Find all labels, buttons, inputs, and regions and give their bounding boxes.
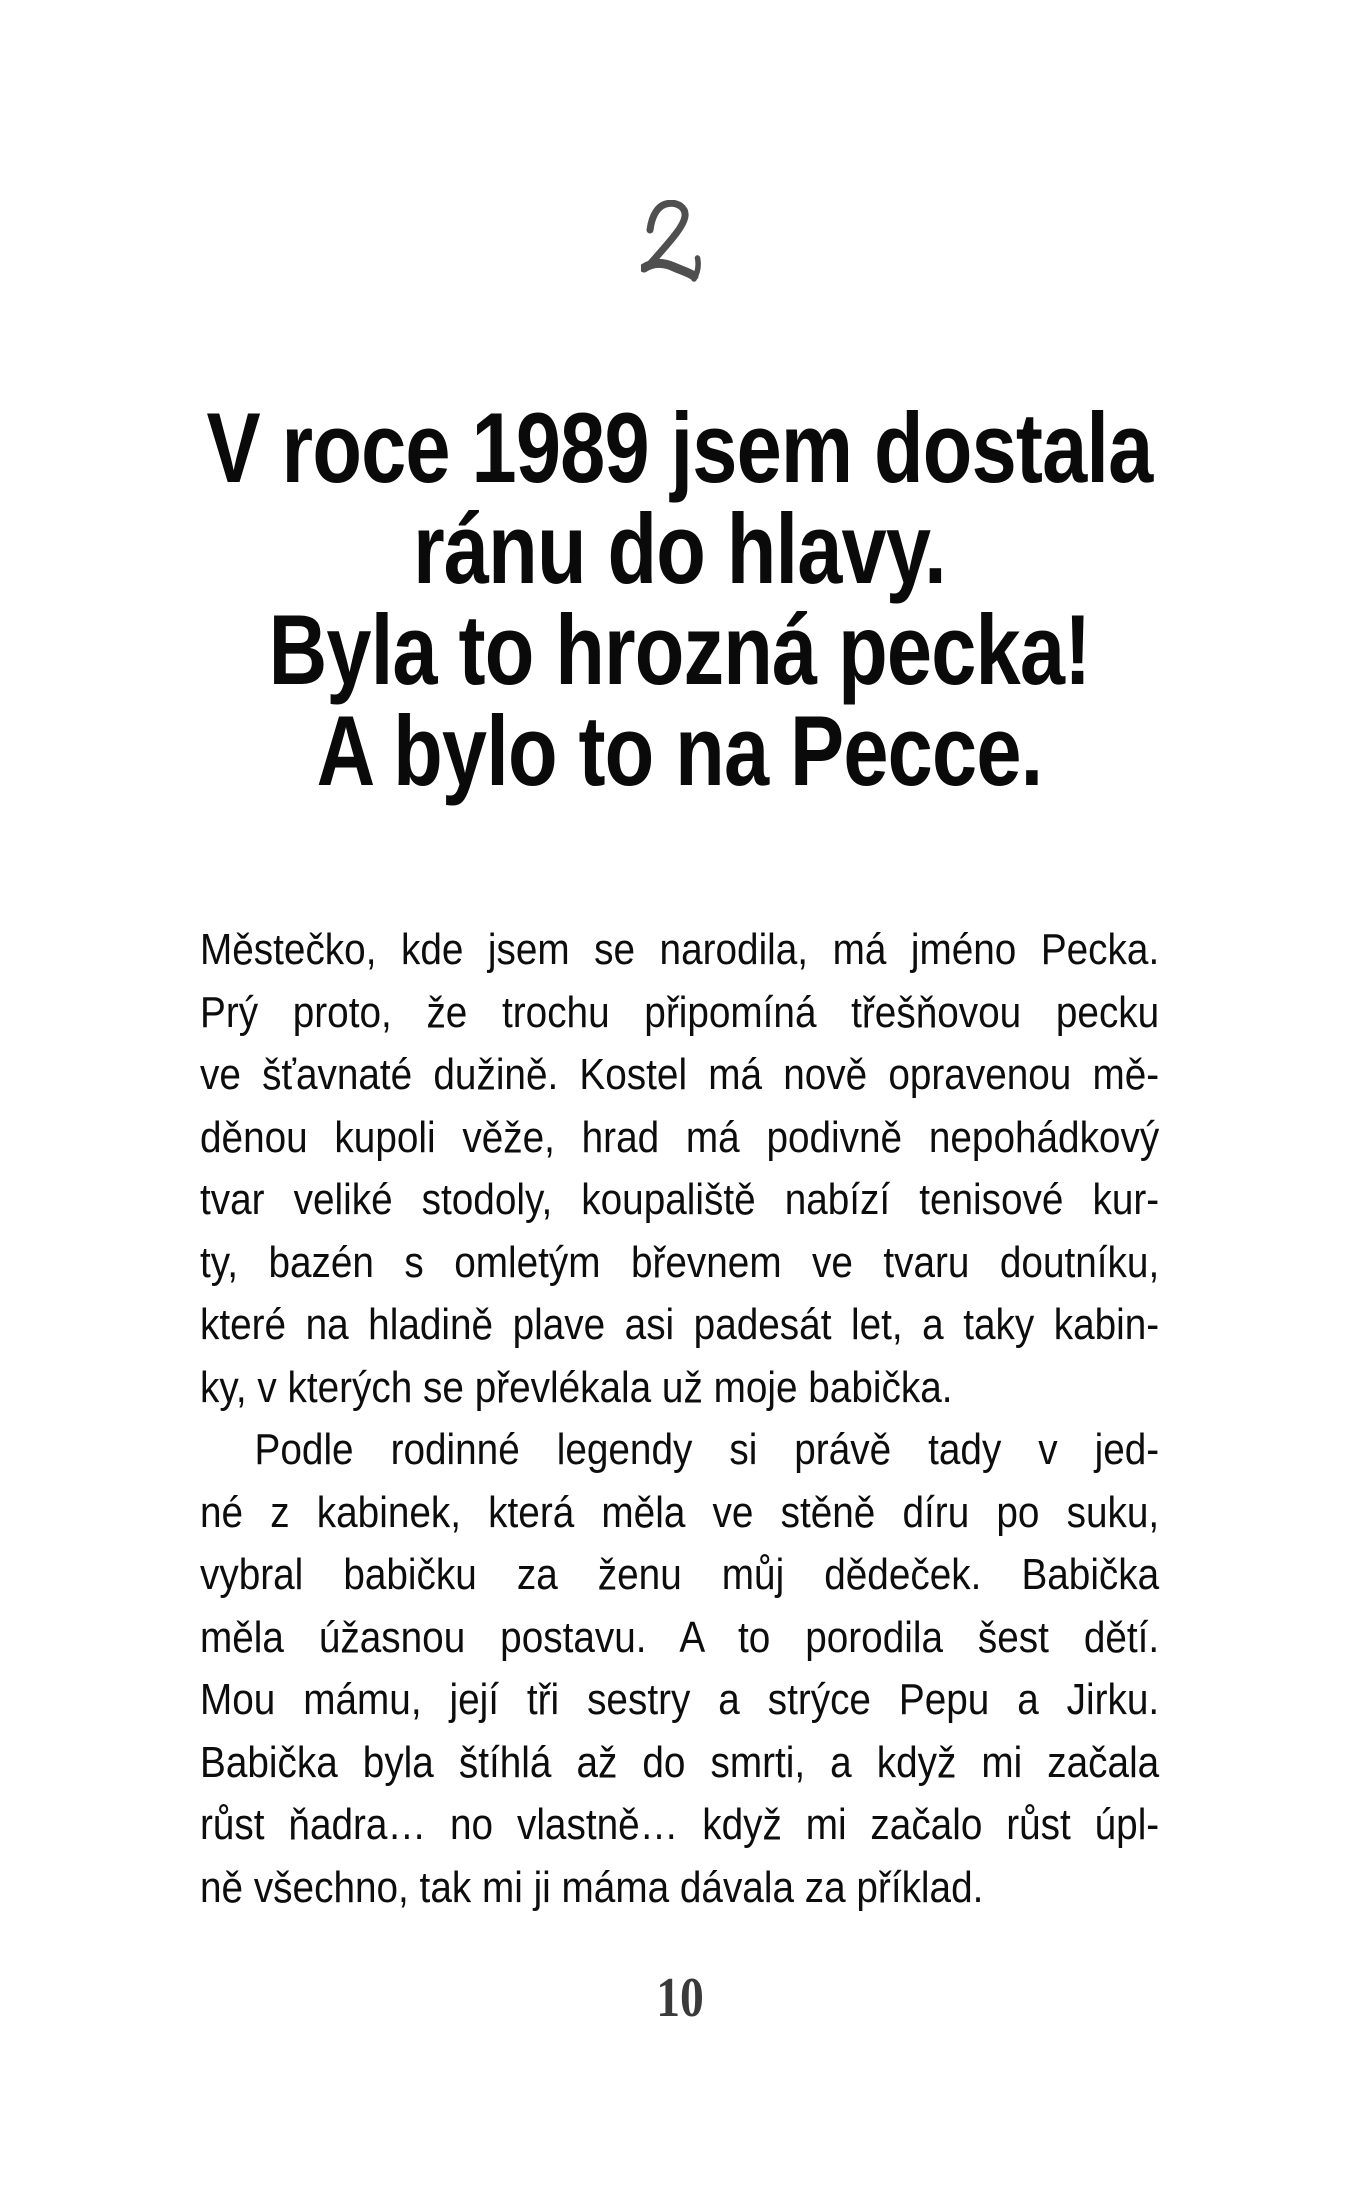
body-text-line: Babička byla štíhlá až do smrti, a když mi začala	[200, 1737, 1160, 1787]
body-text-line: měla úžasnou postavu. A to porodila šest dětí.	[200, 1612, 1160, 1662]
body-text-line: ně všechno, tak mi ji máma dávala za příklad.	[200, 1862, 984, 1912]
body-text-line: Městečko, kde jsem se narodila, má jméno Pecka.	[200, 925, 1160, 974]
chapter-number-2-icon	[641, 200, 701, 285]
body-text-line: růst ňadra… no vlastně… když mi začalo růst úpl-	[200, 1800, 1160, 1849]
body-text-line: ty, bazén s omletým břevnem ve tvaru doutníku,	[200, 1237, 1160, 1287]
body-text-line: ky, v kterých se převlékala už moje babička.	[200, 1362, 953, 1412]
body-text-line: né z kabinek, která měla ve stěně díru po suku,	[200, 1487, 1160, 1537]
body-text-line: tvar veliké stodoly, koupaliště nabízí tenisové kur-	[200, 1175, 1160, 1224]
chapter-number	[641, 200, 701, 285]
chapter-title-line-2: ránu do hlavy.	[413, 493, 946, 604]
body-text-line: vybral babičku za ženu můj dědeček. Babička	[200, 1550, 1160, 1599]
body-text	[200, 919, 1159, 1919]
page-footer	[0, 1967, 1359, 2029]
page-number: 10	[655, 1967, 704, 2029]
body-text-line: děnou kupoli věže, hrad má podivně nepohádkový	[200, 1112, 1160, 1162]
body-text-line: které na hladině plave asi padesát let, a taky kabin-	[200, 1300, 1160, 1349]
body-text-line: Prý proto, že trochu připomíná třešňovou pecku	[200, 987, 1160, 1037]
chapter-title	[0, 392, 1359, 806]
body-text-line: Mou mámu, její tři sestry a strýce Pepu a Jirku.	[200, 1675, 1160, 1724]
body-text-line: Podle rodinné legendy si právě tady v jed-	[254, 1425, 1160, 1474]
chapter-title-line-3: Byla to hrozná pecka!	[268, 594, 1091, 705]
chapter-title-line-4: A bylo to na Pecce.	[316, 695, 1043, 806]
body-text-line: ve šťavnaté dužině. Kostel má nově opravenou mě-	[200, 1050, 1160, 1099]
chapter-title-line-1: V roce 1989 jsem dostala	[206, 392, 1153, 503]
